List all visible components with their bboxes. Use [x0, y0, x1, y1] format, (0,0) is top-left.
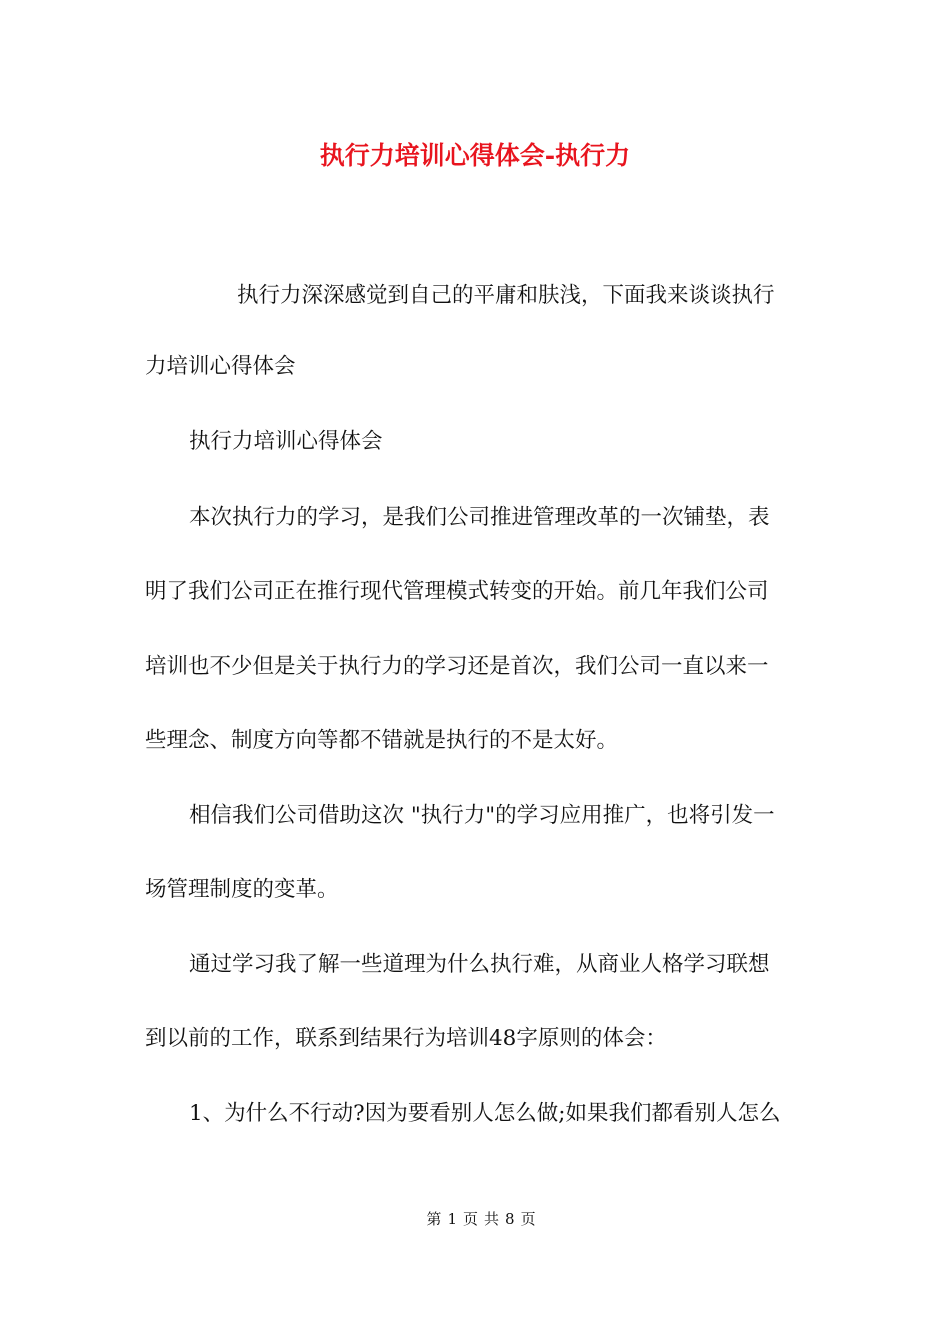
paragraph-line: 相信我们公司借助这次 "执行力"的学习应用推广，也将引发一: [189, 803, 775, 828]
paragraph-line: 执行力深深感觉到自己的平庸和肤浅，下面我来谈谈执行: [237, 283, 775, 308]
paragraph-line: 培训也不少但是关于执行力的学习还是首次，我们公司一直以来一: [145, 654, 769, 679]
footer-page-number: 1: [447, 1210, 457, 1228]
footer-total-word: 共: [484, 1210, 500, 1228]
footer-total-pages: 8: [505, 1210, 515, 1228]
section-heading: 执行力培训心得体会: [189, 429, 383, 454]
list-item-line: 1、为什么不行动?因为要看别人怎么做;如果我们都看别人怎么: [189, 1101, 781, 1126]
paragraph-line: 通过学习我了解一些道理为什么执行难，从商业人格学习联想: [189, 952, 770, 977]
paragraph-line: 力培训心得体会: [145, 354, 296, 379]
footer-suffix: 页: [520, 1210, 536, 1228]
paragraph-line: 场管理制度的变革。: [145, 877, 339, 902]
paragraph-line: 到以前的工作，联系到结果行为培训48字原则的体会：: [145, 1026, 667, 1051]
page-footer: [0, 1208, 950, 1229]
footer-page-word: 页: [462, 1210, 478, 1228]
paragraph-line: 本次执行力的学习，是我们公司推进管理改革的一次铺垫，表: [189, 505, 770, 530]
document-title: 执行力培训心得体会-执行力: [319, 141, 631, 170]
footer-prefix: 第: [426, 1210, 442, 1228]
paragraph-line: 些理念、制度方向等都不错就是执行的不是太好。: [145, 728, 619, 753]
paragraph-line: 明了我们公司正在推行现代管理模式转变的开始。前几年我们公司: [145, 579, 769, 604]
